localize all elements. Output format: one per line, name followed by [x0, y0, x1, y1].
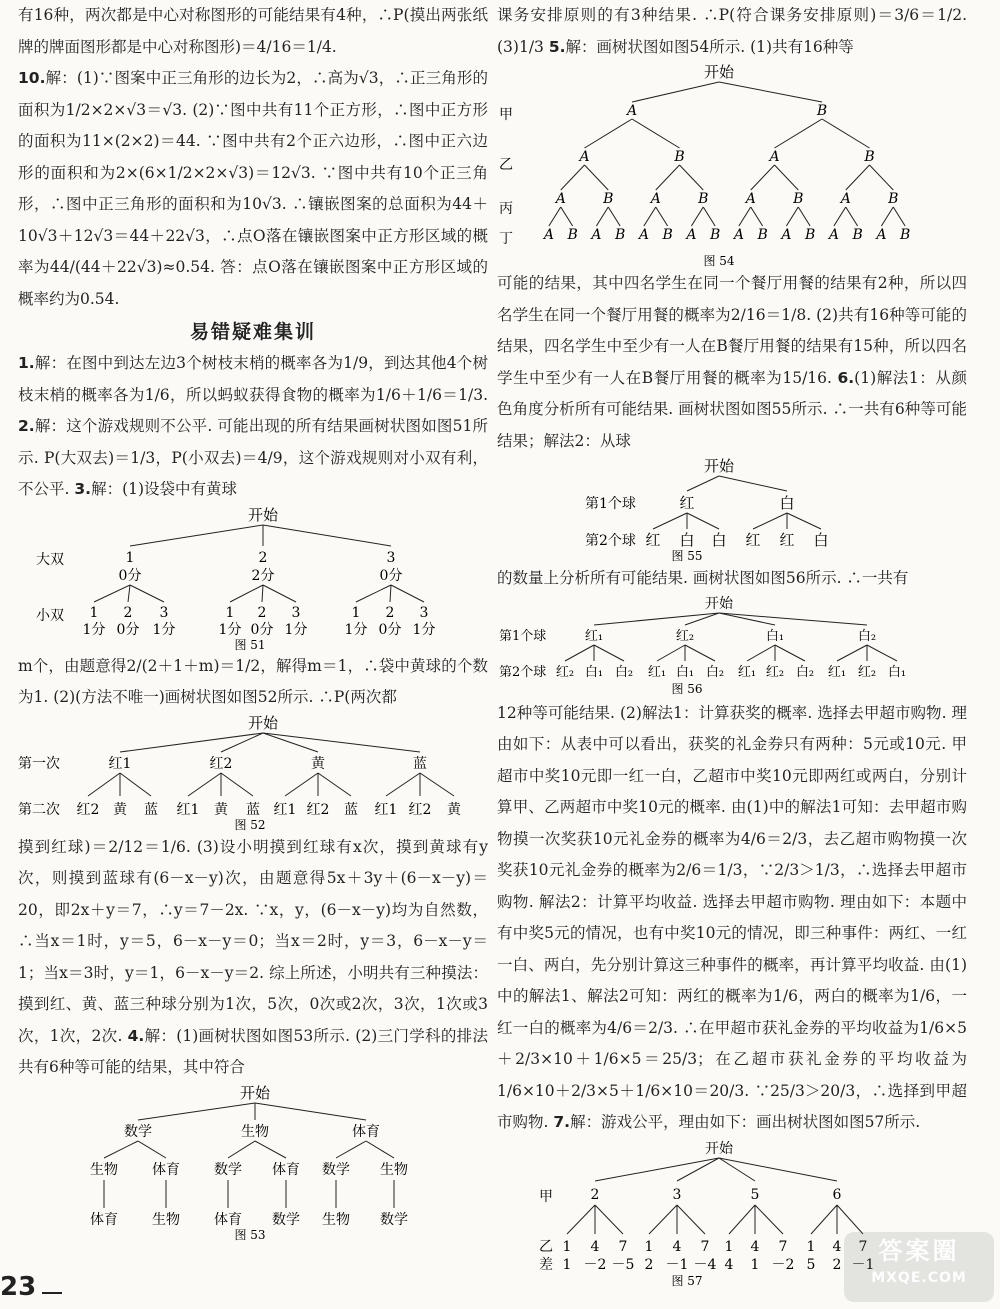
fig57-row2-label: 乙 — [539, 1238, 553, 1255]
fig54-node: A — [555, 191, 566, 207]
fig55-row2-label: 第2个球 — [585, 533, 636, 549]
fig56-leaf: 白₁ — [584, 664, 604, 680]
fig52-root: 开始 — [247, 713, 279, 732]
fig54-label: 乙 — [499, 157, 513, 173]
watermark-title: 答案圈 — [878, 1237, 960, 1265]
fig54-node: B — [567, 227, 578, 243]
fig52-leaf: 红1 — [176, 801, 200, 818]
fig51-leaf: 3 — [291, 604, 301, 621]
fig53-leaf: 生物 — [322, 1211, 350, 1228]
fig54-node: A — [626, 103, 638, 119]
q10-number: 10. — [18, 69, 46, 87]
page-number-rule — [42, 1292, 62, 1294]
figure-54-tree — [497, 63, 967, 268]
fig57-diff: －2 — [583, 1256, 607, 1273]
fig53-caption: 图 53 — [234, 1227, 266, 1242]
fig56-leaf: 白₁ — [887, 664, 907, 680]
fig51-node: 3 — [386, 549, 396, 566]
fig54-node: A — [650, 191, 661, 207]
fig51-leaf-score: 0分 — [116, 621, 140, 638]
fig56-leaf: 白₂ — [705, 664, 725, 680]
fig53-node: 体育 — [272, 1161, 300, 1178]
fig57-row3-label: 差 — [539, 1256, 553, 1273]
fig52-caption: 图 52 — [234, 817, 266, 832]
fig57-diff: 1 — [750, 1256, 760, 1273]
fig57-leaf: 1 — [724, 1238, 734, 1255]
fig51-leaf: 2 — [123, 604, 133, 621]
fig52-leaf: 红2 — [306, 801, 330, 818]
fig54-node: B — [614, 227, 626, 243]
figure-52-tree — [18, 714, 488, 832]
fig53-leaf: 数学 — [380, 1211, 408, 1228]
fig56-leaf: 白₂ — [614, 664, 634, 680]
fig53-node: 生物 — [90, 1161, 118, 1178]
fig54-node: B — [793, 191, 804, 207]
fig51-score: 2分 — [251, 567, 275, 584]
para-top-text: 课务安排原则的有3种结果. ∴P(符合课务安排原则)＝3/6＝1/2. (3)1/3 — [497, 6, 967, 56]
page-number: 23 — [0, 1272, 37, 1302]
fig51-leaf: 1 — [351, 604, 361, 621]
fig57-diff: －2 — [771, 1256, 795, 1273]
fig55-leaf: 白 — [711, 531, 727, 549]
fig54-node: A — [828, 227, 839, 243]
fig51-leaf: 1 — [225, 604, 235, 621]
fig54-node: A — [543, 227, 554, 243]
fig53-leaf: 生物 — [152, 1211, 180, 1228]
fig54-caption: 图 54 — [703, 254, 735, 268]
fig51-node: 1 — [125, 549, 135, 566]
section-title: 易错疑难集训 — [189, 321, 316, 343]
fig55-node: 白 — [779, 494, 795, 512]
fig52-row2-label: 第二次 — [18, 801, 60, 818]
q6-text: (1)解法1：从颜色角度分析所有可能结果. 画树状图如图55所示. ∴一共有6种等可能结果；解法2：从球 — [497, 368, 967, 450]
q1-text: 解：在图中到达左边3个树枝末梢的概率各为1/9，到达其他4个树枝末梢的概率各为1/6，所以蚂蚁获得食物的概率为1/6＋1/6＝1/3. — [18, 354, 488, 404]
fig57-leaf: 7 — [858, 1238, 868, 1255]
fig53-root: 开始 — [239, 1083, 271, 1102]
paragraph-m: m个，由题意得2/(2＋1＋m)＝1/2，解得m＝1，∴袋中黄球的个数为1. (2)(方法不唯一)画树状图如图52所示. ∴P(两次都 — [18, 656, 488, 706]
paragraph-continued: 有16种，两次都是中心对称图形的可能结果有4种，∴P(摸出两张纸牌的牌面图形都是中心对称图形)＝4/16＝1/4. — [18, 6, 488, 56]
fig52-leaf: 黄 — [113, 801, 127, 818]
fig55-leaf: 红 — [645, 531, 661, 549]
right-column — [497, 0, 967, 1289]
fig57-node: 2 — [590, 1186, 600, 1203]
left-column — [18, 0, 488, 1242]
fig54-node: A — [733, 227, 744, 243]
fig51-leaf: 2 — [257, 604, 267, 621]
fig57-node: 6 — [832, 1186, 842, 1203]
fig57-diff: －1 — [665, 1256, 689, 1273]
fig51-leaf-score: 1分 — [344, 621, 368, 638]
fig54-node: B — [757, 227, 768, 243]
paragraph-after-55: 的数量上分析所有可能结果. 画树状图如图56所示. ∴一共有 — [497, 569, 909, 587]
q5-number: 5. — [548, 37, 566, 56]
fig56-row2-label: 第2个球 — [499, 664, 547, 680]
fig52-leaf: 红2 — [408, 801, 432, 818]
fig56-root: 开始 — [705, 595, 733, 612]
fig54-node: B — [698, 191, 709, 207]
fig54-node: B — [603, 191, 614, 207]
fig53-node: 体育 — [152, 1161, 180, 1178]
fig54-node: B — [709, 227, 721, 243]
fig54-node: A — [840, 191, 851, 207]
q6-number: 6. — [837, 368, 855, 387]
fig52-row1-label: 第一次 — [18, 755, 60, 772]
fig56-node: 白₂ — [857, 628, 877, 644]
q1-number: 1. — [18, 354, 35, 372]
fig52-leaf: 黄 — [214, 801, 228, 818]
fig53-node: 数学 — [214, 1161, 242, 1178]
paragraph-after-56 — [497, 698, 967, 1139]
fig57-node: 3 — [672, 1186, 682, 1203]
fig52-leaf: 蓝 — [246, 801, 260, 818]
fig56-caption: 图 56 — [671, 681, 703, 696]
fig57-diff: 5 — [806, 1256, 816, 1273]
watermark-logo — [844, 1232, 994, 1302]
figure-56-tree — [497, 595, 967, 698]
fig53-node: 数学 — [322, 1161, 350, 1178]
q2-text: 解：这个游戏规则不公平. 可能出现的所有结果画树状图如图51所示. P(大双去)＝1/3，P(小双去)＝4/9，这个游戏规则对小双有利，不公平. — [18, 417, 488, 498]
paragraph-after-52 — [18, 832, 488, 1084]
fig53-leaf: 体育 — [214, 1211, 242, 1228]
fig51-node: 2 — [258, 549, 268, 566]
q7-number: 7. — [553, 1113, 571, 1131]
fig54-root: 开始 — [703, 63, 735, 81]
fig57-leaf: 7 — [618, 1238, 628, 1255]
fig55-leaf: 白 — [813, 531, 829, 549]
fig51-leaf-score: 1分 — [152, 621, 176, 638]
fig53-node: 体育 — [352, 1123, 380, 1140]
fig57-caption: 图 57 — [671, 1273, 703, 1288]
fig52-leaf: 蓝 — [144, 801, 158, 818]
fig54-node: B — [674, 149, 685, 165]
fig51-root: 开始 — [247, 505, 279, 524]
fig51-caption: 图 51 — [234, 637, 266, 651]
fig55-leaf: 红 — [745, 531, 761, 549]
fig51-score: 0分 — [118, 567, 142, 584]
fig52-node: 黄 — [311, 755, 325, 772]
fig57-diff: 4 — [724, 1256, 734, 1273]
fig51-leaf: 2 — [385, 604, 395, 621]
fig54-node: A — [579, 149, 590, 165]
q7-text: 解：游戏公平，理由如下：画出树状图如图57所示. — [570, 1113, 921, 1131]
fig56-row1-label: 第1个球 — [499, 628, 547, 644]
question-1-2-3 — [18, 348, 488, 506]
q4-text: 解：(1)画树状图如图53所示. (2)三门学科的排法共有6种等可能的结果，其中符合 — [18, 1026, 488, 1076]
fig56-leaf: 红₁ — [737, 664, 757, 680]
fig56-leaf: 红₂ — [857, 664, 877, 680]
fig51-row1-label: 大双 — [36, 551, 64, 568]
fig57-leaf: 7 — [700, 1238, 710, 1255]
fig57-diff: －4 — [693, 1256, 717, 1273]
fig51-leaf-score: 1分 — [218, 621, 242, 638]
fig53-node: 生物 — [380, 1161, 408, 1178]
fig57-diff: 2 — [832, 1256, 842, 1273]
fig57-leaf: 4 — [672, 1238, 682, 1255]
fig54-label: 丁 — [499, 231, 513, 247]
fig54-node: A — [745, 191, 756, 207]
fig56-node: 红₁ — [584, 628, 604, 644]
fig53-leaf: 数学 — [272, 1211, 300, 1228]
fig55-caption: 图 55 — [671, 549, 703, 563]
question-10 — [18, 63, 488, 315]
fig52-leaf: 蓝 — [344, 801, 358, 818]
q3-number: 3. — [74, 480, 92, 498]
fig54-node: B — [899, 227, 911, 243]
fig52-leaf: 红1 — [374, 801, 398, 818]
fig57-leaf: 1 — [644, 1238, 654, 1255]
fig52-node: 蓝 — [413, 755, 427, 772]
figure-51-tree — [18, 506, 488, 651]
fig55-row1-label: 第1个球 — [585, 496, 636, 512]
fig53-leaf: 体育 — [90, 1211, 118, 1228]
fig54-label: 甲 — [499, 107, 513, 123]
fig51-row2-label: 小双 — [36, 607, 64, 624]
fig57-root: 开始 — [705, 1140, 733, 1157]
fig56-leaf: 红₂ — [765, 664, 785, 680]
watermark-url: MXQE.COM — [871, 1270, 967, 1286]
fig52-node: 红1 — [108, 755, 132, 772]
fig51-score: 0分 — [379, 567, 403, 584]
fig55-node: 红 — [679, 494, 695, 512]
para-after54-text: 可能的结果，其中四名学生在同一个餐厅用餐的结果有2种，所以四名学生在同一个餐厅用餐的概率为2/16＝1/8. (2)共有16种等可能的结果，四名学生中至少有一人在B餐厅用餐的结果有15种，所以四名学生中至少有一人在B餐厅用餐的概率为15/16. — [497, 274, 967, 387]
fig57-leaf: 7 — [778, 1238, 788, 1255]
fig54-node: B — [662, 227, 673, 243]
fig57-diff: 2 — [644, 1256, 654, 1273]
figure-55-tree — [497, 457, 967, 563]
para-after52-text: 摸到红球)＝2/12＝1/6. (3)设小明摸到红球有x次，摸到黄球有y次，则摸到蓝球有(6－x－y)次，由题意得5x＋3y＋(6－x－y)＝20，即2x＋y＝7，∴y＝7－2x. ∵x，y，(6－x－y)均为自然数，∴当x＝1时，y＝5，6－x－y＝0；当x＝2时，y＝3，6－x－y＝1；当x＝3时，y＝1，6－x－y＝2. 综上所述，小明共有三种摸法：摸到红、黄、蓝三种球分别为1次，5次，0次或2次，3次，1次或3次，1次，2次. — [18, 837, 488, 1045]
fig57-diff: －5 — [611, 1256, 635, 1273]
fig54-node: A — [781, 227, 792, 243]
paragraph-after-54 — [497, 268, 967, 457]
fig57-leaf: 4 — [832, 1238, 842, 1255]
fig57-leaf: 1 — [806, 1238, 816, 1255]
para-after56-text: 12种等可能结果. (2)解法1：计算获奖的概率. 选择去甲超市购物. 理由如下：从表中可以看出，获奖的礼金券只有两种：5元或10元. 甲超市中奖10元即一红一白，乙超市中奖10元即两红或两白，分别计算甲、乙两超市中奖10元的概率. 由(1)中的解法1可知：去甲超市购物摸一次奖获10元礼金券的概率为4/6＝2/3，去乙超市购物摸一次奖获10元礼金券的概率为2/6＝1/3，∵2/3＞1/3，∴选择去甲超市购物. 解法2：计算平均收益. 选择去甲超市购物. 理由如下：本题中有中奖5元的情况，也有中奖10元的情况，即三种事件：两红、一红一白、两白，先分别计算这三种事件的概率，再计算平均收益. 由(1)中的解法1、解法2可知：两红的概率为1/6，两白的概率为1/6，一红一白的概率为4/6＝2/3. ∴在甲超市获礼金券的平均收益为1/6×5＋2/3×10＋1/6×5＝25/3；在乙超市获礼金券的平均收益为1/6×10＋2/3×5＋1/6×10＝20/3. ∵25/3＞20/3，∴选择到甲超市购物. — [497, 703, 967, 1131]
fig57-leaf: 4 — [750, 1238, 760, 1255]
fig52-leaf: 红2 — [76, 801, 100, 818]
fig54-label: 丙 — [499, 201, 513, 217]
fig56-leaf: 红₁ — [827, 664, 847, 680]
fig57-diff: 1 — [562, 1256, 572, 1273]
fig56-leaf: 白₂ — [795, 664, 815, 680]
fig54-node: A — [591, 227, 602, 243]
fig51-leaf-score: 1分 — [284, 621, 308, 638]
fig51-leaf-score: 1分 — [82, 621, 106, 638]
fig54-node: B — [864, 149, 875, 165]
fig52-node: 红2 — [209, 755, 233, 772]
fig55-leaf: 红 — [779, 531, 795, 549]
fig51-leaf-score: 0分 — [378, 621, 402, 638]
fig56-leaf: 红₁ — [647, 664, 667, 680]
fig57-leaf: 1 — [562, 1238, 572, 1255]
fig51-leaf: 1 — [89, 604, 99, 621]
paragraph-top-right — [497, 0, 967, 63]
fig55-leaf: 白 — [679, 531, 695, 549]
fig55-root: 开始 — [703, 457, 735, 475]
fig54-node: B — [852, 227, 863, 243]
figure-53-tree — [18, 1084, 488, 1242]
fig54-node: B — [804, 227, 816, 243]
q5-text: 解：画树状图如图54所示. (1)共有16种等 — [565, 37, 854, 56]
fig54-node: A — [876, 227, 887, 243]
q2-number: 2. — [18, 417, 35, 435]
q4-number: 4. — [127, 1026, 145, 1045]
fig54-node: B — [816, 103, 828, 119]
fig57-diff: －1 — [851, 1256, 875, 1273]
q3-text: 解：(1)设袋中有黄球 — [91, 480, 238, 498]
fig52-leaf: 黄 — [447, 801, 461, 818]
fig56-leaf: 白₁ — [675, 664, 695, 680]
fig56-node: 红₂ — [675, 628, 695, 644]
fig54-node: A — [638, 227, 649, 243]
fig56-node: 白₁ — [765, 628, 785, 644]
fig51-leaf: 3 — [159, 604, 169, 621]
q10-text: 解：(1)∵图案中正三角形的边长为2，∴高为√3，∴正三角形的面积为1/2×2×√3＝√3. (2)∵图中共有11个正方形，∴图中正方形的面积为11×(2×2)＝44. ∵图中共有2个正六边形，∴图中正六边形的面积和为2×(6×1/2×2×√3)＝12√3. ∵图中共有10个正三角形，∴图中正三角形的面积和为10√3. ∴镶嵌图案的总面积为44＋10√3＋12√3＝44＋22√3，∴点O落在镶嵌图案中正方形区域的概率为44/(44＋22√3)≈0.54. 答：点O落在镶嵌图案中正方形区域的概率约为0.54. — [18, 69, 488, 308]
fig57-node: 5 — [750, 1186, 760, 1203]
fig57-row1-label: 甲 — [539, 1188, 553, 1205]
fig54-node: A — [686, 227, 697, 243]
fig57-leaf: 4 — [590, 1238, 600, 1255]
fig53-node: 生物 — [241, 1123, 269, 1140]
fig51-leaf: 3 — [419, 604, 429, 621]
fig51-leaf-score: 1分 — [412, 621, 436, 638]
fig54-node: A — [769, 149, 780, 165]
fig51-leaf-score: 0分 — [250, 621, 274, 638]
fig54-node: B — [888, 191, 899, 207]
fig56-leaf: 红₂ — [555, 664, 575, 680]
fig52-leaf: 红1 — [273, 801, 297, 818]
fig53-node: 数学 — [124, 1123, 152, 1140]
